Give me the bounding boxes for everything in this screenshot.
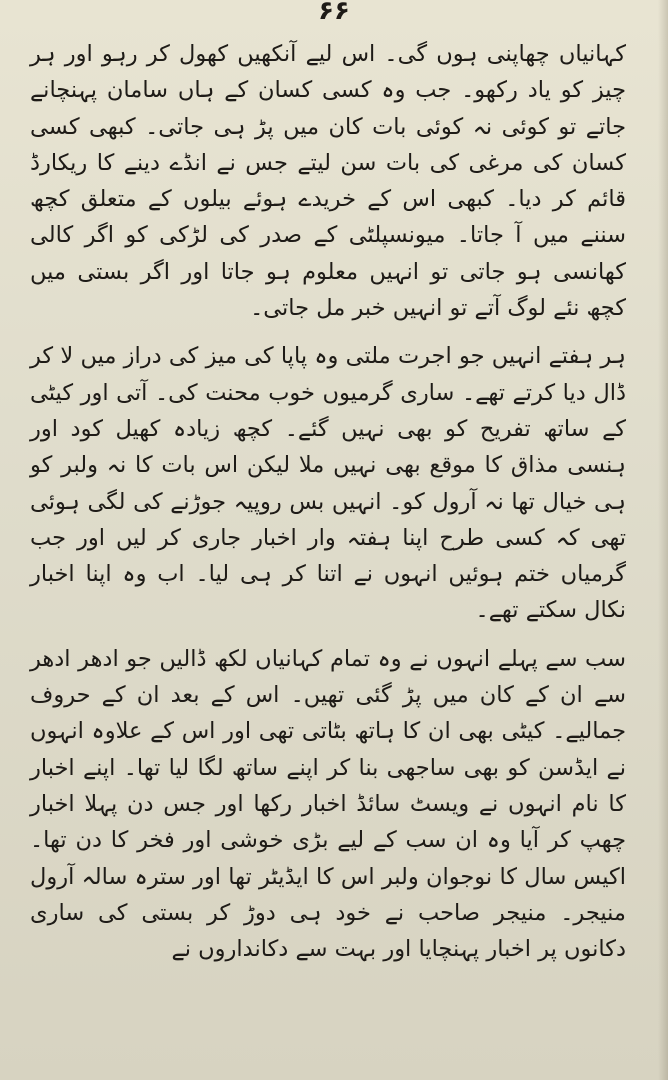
paragraph-gap <box>30 326 626 338</box>
paragraph-1: کہانیاں چھاپنی ہوں گی۔ اس لیے آنکھیں کھول کر رہو اور ہر چیز کو یاد رکھو۔ جب وہ کسی کسان کے ہاں سامان پہنچانے جاتے تو کوئی نہ کوئی بات کان میں پڑ ہی جاتی۔ کبھی کسی کسان کی مرغی کی بات سن لیتے جس نے انڈے دینے کا ریکارڈ قائم کر دیا۔ کبھی اس کے خریدے ہوئے بیلوں کے متعلق کچھ سننے میں آ جاتا۔ میونسپلٹی کے صدر کی لڑکی کو اگر کالی کھانسی ہو جاتی تو انہیں معلوم ہو جاتا اور اگر بستی میں کچھ نئے لوگ آتے تو انہیں خبر مل جاتی۔ <box>30 41 626 322</box>
paragraph-2: ہر ہفتے انہیں جو اجرت ملتی وہ پاپا کی میز کی دراز میں لا کر ڈال دیا کرتے تھے۔ ساری گرمیوں خوب محنت کی۔ آتی اور کیٹی کے ساتھ تفریح کو بھی نہیں گئے۔ کچھ زیادہ کھیل کود اور ہنسی مذاق کا موقع بھی نہیں ملا لیکن اس بات کا نہ ولبر کو ہی خیال تھا نہ آرول کو۔ انہیں بس روپیہ جوڑنے کی لگی ہوئی تھی کہ کسی طرح اپنا ہفتہ وار اخبار جاری کر لیں اور جب گرمیاں ختم ہوئیں انہوں نے اتنا کر ہی لیا۔ اب وہ اپنا اخبار نکال سکتے تھے۔ <box>30 343 626 624</box>
page-edge-shadow <box>658 0 668 1080</box>
text-body <box>30 36 626 967</box>
paragraph-gap <box>30 629 626 641</box>
page-number: ۶۶ <box>318 0 350 26</box>
paragraph-3: سب سے پہلے انہوں نے وہ تمام کہانیاں لکھ ڈالیں جو ادھر ادھر سے ان کے کان میں پڑ گئی تھیں۔ اس کے بعد ان کے حروف جمالیے۔ کیٹی بھی ان کا ہاتھ بٹاتی تھی اور اس کے علاوہ انہوں نے ایڈسن کو بھی ساجھی بنا کر اپنے ساتھ لگا لیا تھا۔ اپنے اخبار کا نام انہوں نے ویسٹ سائڈ اخبار رکھا اور جس دن پہلا اخبار چھپ کر آیا وہ ان سب کے لیے بڑی خوشی اور فخر کا دن تھا۔ اکیس سال کا نوجوان ولبر اس کا ایڈیٹر تھا اور سترہ سالہ آرول منیجر۔ منیجر صاحب نے خود ہی دوڑ کر بستی کی ساری دکانوں پر اخبار پہنچایا اور بہت سے دکانداروں نے <box>30 645 626 963</box>
